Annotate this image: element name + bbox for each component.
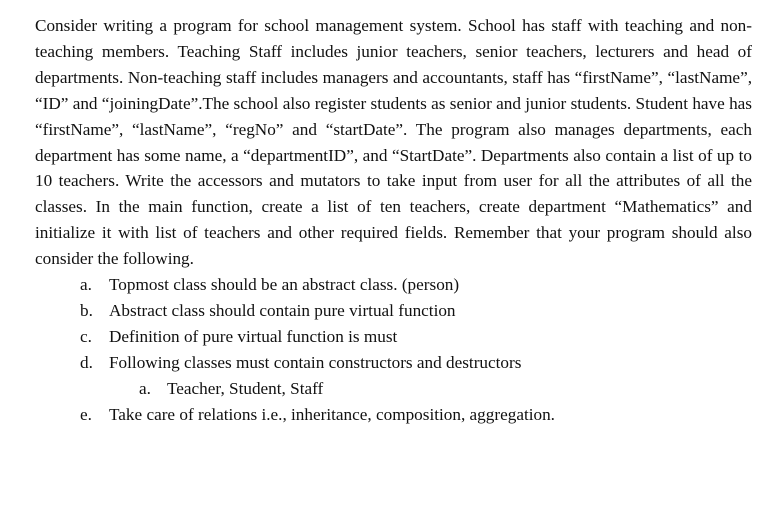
list-item-text: Take care of relations i.e., inheritance, composition, aggregation. [109,404,555,424]
list-item-marker: d. [80,352,93,372]
list-item-text: Topmost class should be an abstract class. (person) [109,275,460,295]
list-item [35,324,752,350]
list-item-text: Definition of pure virtual function is must [109,326,398,346]
document-body [35,13,752,428]
list-item [35,298,752,324]
list-item [35,272,752,298]
requirements-list [35,272,752,427]
list-item-text: Following classes must contain constructors and destructors [109,352,522,372]
nested-list-item-text: Teacher, Student, Staff [167,378,324,398]
list-item-text: Abstract class should contain pure virtual function [109,300,456,320]
list-item-marker: b. [80,300,93,320]
problem-statement-paragraph: Consider writing a program for school management system. School has staff with teaching and non-teaching members. Teaching Staff includes junior teachers, senior teachers, lecturers and head of departments. Non-teaching staff includes managers and accountants, staff has “firstName”, “lastName”, “ID” and “joiningDate”.The school also register students as senior and junior students. Student have has “firstName”, “lastName”, “regNo” and “startDate”. The program also manages departments, each department has some name, a “departmentID”, and “StartDate”. Departments also contain a list of up to 10 teachers. Write the accessors and mutators to take input from user for all the attributes of all the classes. In the main function, create a list of ten teachers, create department “Mathematics” and initialize it with list of teachers and other required fields. Remember that your program should also consider the following. [35,16,752,269]
list-item [35,402,752,428]
list-item-marker: a. [80,275,92,295]
list-item-marker: c. [80,326,92,346]
list-item [35,350,752,402]
nested-list-item [109,376,752,402]
list-item-marker: e. [80,404,92,424]
nested-list-item-marker: a. [139,378,151,398]
nested-list [109,376,752,402]
